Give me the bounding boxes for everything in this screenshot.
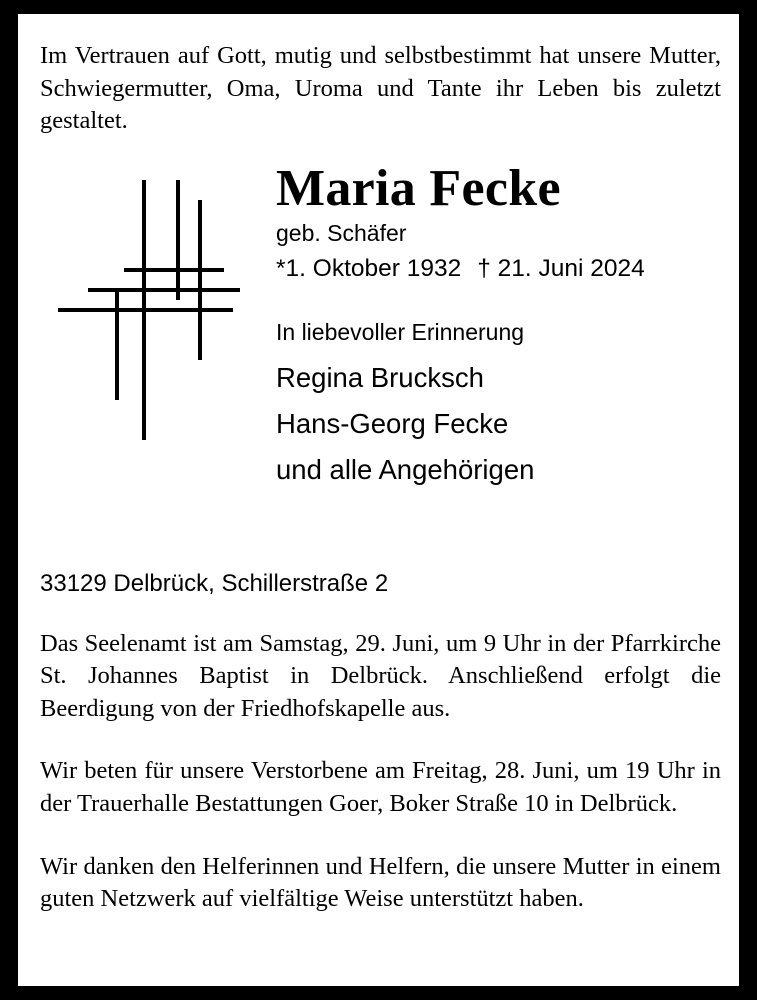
birth-date: *1. Oktober 1932	[276, 255, 462, 283]
mourner-name: und alle Angehörigen	[276, 454, 535, 486]
prayer-paragraph: Wir beten für unsere Verstorbene am Freitag, 28. Juni, um 19 Uhr in der Trauerhalle Bestattungen Goer, Boker Straße 10 in Delbrück.	[40, 757, 721, 818]
thanks-paragraph: Wir danken den Helferinnen und Helfern, die unsere Mutter in einem guten Netzwerk auf vielfältige Weise unterstützt haben.	[40, 852, 721, 913]
death-date: † 21. Juni 2024	[477, 255, 645, 283]
memory-line: In liebevoller Erinnerung	[276, 319, 525, 346]
life-dates	[276, 255, 719, 283]
deceased-name: Maria Fecke	[276, 159, 561, 217]
obituary-notice	[18, 14, 739, 986]
mourner-name: Regina Brucksch	[276, 362, 484, 394]
cross-icon	[58, 180, 268, 440]
deceased-details	[276, 144, 719, 487]
service-paragraph: Das Seelenamt ist am Samstag, 29. Juni, um 9 Uhr in der Pfarrkirche St. Johannes Baptist in Delbrück. Anschließend erfolgt die Beerdigung von der Friedhofskapelle aus.	[40, 629, 721, 722]
mourner-name: Hans-Georg Fecke	[276, 408, 509, 440]
birth-name: geb. Schäfer	[276, 220, 407, 247]
address-line: 33129 Delbrück, Schillerstraße 2	[40, 569, 389, 597]
name-and-cross-block	[40, 144, 719, 524]
intro-text: Im Vertrauen auf Gott, mutig und selbstbestimmt hat unsere Mutter, Schwiegermutter, Oma, Uroma und Tante ihr Leben bis zuletzt gestaltet.	[40, 42, 721, 135]
